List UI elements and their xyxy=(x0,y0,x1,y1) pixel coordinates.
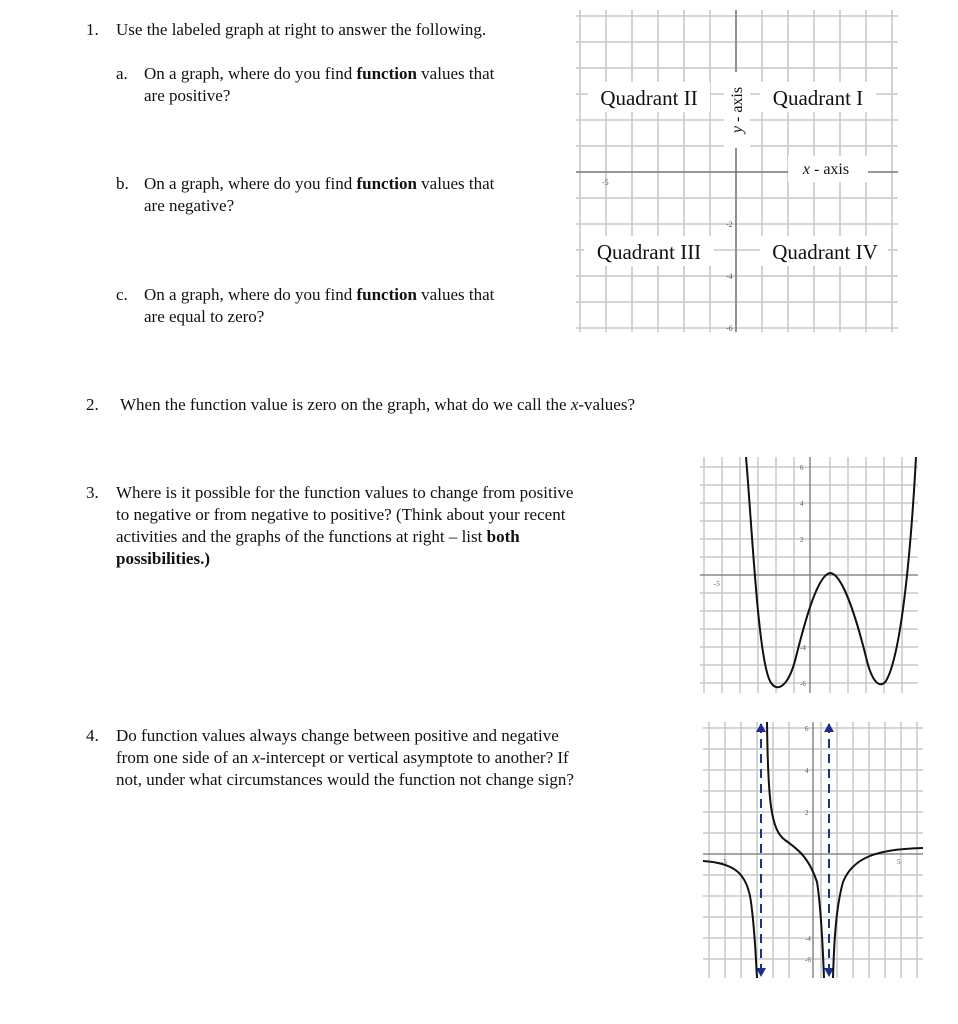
tick-label-y-neg6: -6 xyxy=(800,680,806,688)
question-1-number: 1. xyxy=(86,20,99,39)
polynomial-graph xyxy=(700,457,918,693)
question-2-number: 2. xyxy=(86,395,99,414)
tick-label-y-4: 4 xyxy=(800,500,804,508)
quadrant-ii-label: Quadrant II xyxy=(600,86,698,110)
quadrant-iv-label: Quadrant IV xyxy=(772,240,878,264)
question-4-line2: from one side of an x-intercept or vertical asymptote to another? If xyxy=(116,748,569,767)
question-4-line1: Do function values always change between positive and negative xyxy=(116,726,559,745)
tick-label-x-neg5: -5 xyxy=(602,178,609,187)
question-3-line4: possibilities.) xyxy=(116,549,210,568)
quadrant-graph xyxy=(576,10,898,332)
tick-label-y-neg4: -4 xyxy=(800,644,806,652)
rational-curve-left xyxy=(703,861,757,978)
tick-label-y-2: 2 xyxy=(805,809,809,817)
y-axis-label: y - axis xyxy=(729,86,746,134)
emphasis-function: function xyxy=(356,64,417,83)
tick-label-y-neg4: -4 xyxy=(726,272,733,281)
question-1c-line2: are equal to zero? xyxy=(144,307,265,326)
variable-x: x xyxy=(570,395,579,414)
tick-label-x-5: 5 xyxy=(897,858,901,866)
question-1-stem: Use the labeled graph at right to answer the following. xyxy=(116,20,487,39)
emphasis-function: function xyxy=(356,174,417,193)
emphasis-both: both xyxy=(486,527,520,546)
emphasis-function: function xyxy=(356,285,417,304)
tick-label-y-6: 6 xyxy=(805,725,809,733)
question-3-line1: Where is it possible for the function values to change from positive xyxy=(116,483,574,502)
question-2-text: When the function value is zero on the graph, what do we call the x-values? xyxy=(120,395,636,414)
rational-curve-middle xyxy=(767,722,824,978)
rational-function-graph xyxy=(703,722,923,978)
tick-label-x-neg5: -5 xyxy=(721,858,727,866)
question-3-line2: to negative or from negative to positive? (Think about your recent xyxy=(116,505,566,524)
quadrant-iii-label: Quadrant III xyxy=(596,240,702,264)
variable-x: x xyxy=(252,748,260,767)
tick-label-x-neg5: -5 xyxy=(714,580,720,588)
tick-label-y-neg4: -4 xyxy=(805,935,811,943)
question-1b-line1: On a graph, where do you find function values that xyxy=(144,174,495,193)
question-3-number: 3. xyxy=(86,483,99,502)
question-1b-letter: b. xyxy=(116,174,129,193)
question-1a-line1: On a graph, where do you find function values that xyxy=(144,64,495,83)
polynomial-curve xyxy=(746,457,916,687)
question-4-number: 4. xyxy=(86,726,99,745)
question-1c-line1: On a graph, where do you find function values that xyxy=(144,285,495,304)
tick-label-y-4: 4 xyxy=(805,767,809,775)
tick-label-y-neg2: -2 xyxy=(726,220,733,229)
question-3-line3: activities and the graphs of the functions at right – list both xyxy=(116,527,520,546)
x-axis-label: x - axis xyxy=(802,161,850,178)
question-4-line3: not, under what circumstances would the function not change sign? xyxy=(116,770,574,789)
tick-label-y-neg6: -6 xyxy=(726,324,733,332)
quadrant-i-label: Quadrant I xyxy=(772,86,864,110)
tick-label-y-neg6: -6 xyxy=(805,956,811,964)
question-1a-line2: are positive? xyxy=(144,86,231,105)
tick-label-y-2: 2 xyxy=(800,536,804,544)
question-1c-letter: c. xyxy=(116,285,128,304)
tick-label-y-6: 6 xyxy=(800,464,804,472)
question-1b-line2: are negative? xyxy=(144,196,235,215)
question-1a-letter: a. xyxy=(116,64,128,83)
